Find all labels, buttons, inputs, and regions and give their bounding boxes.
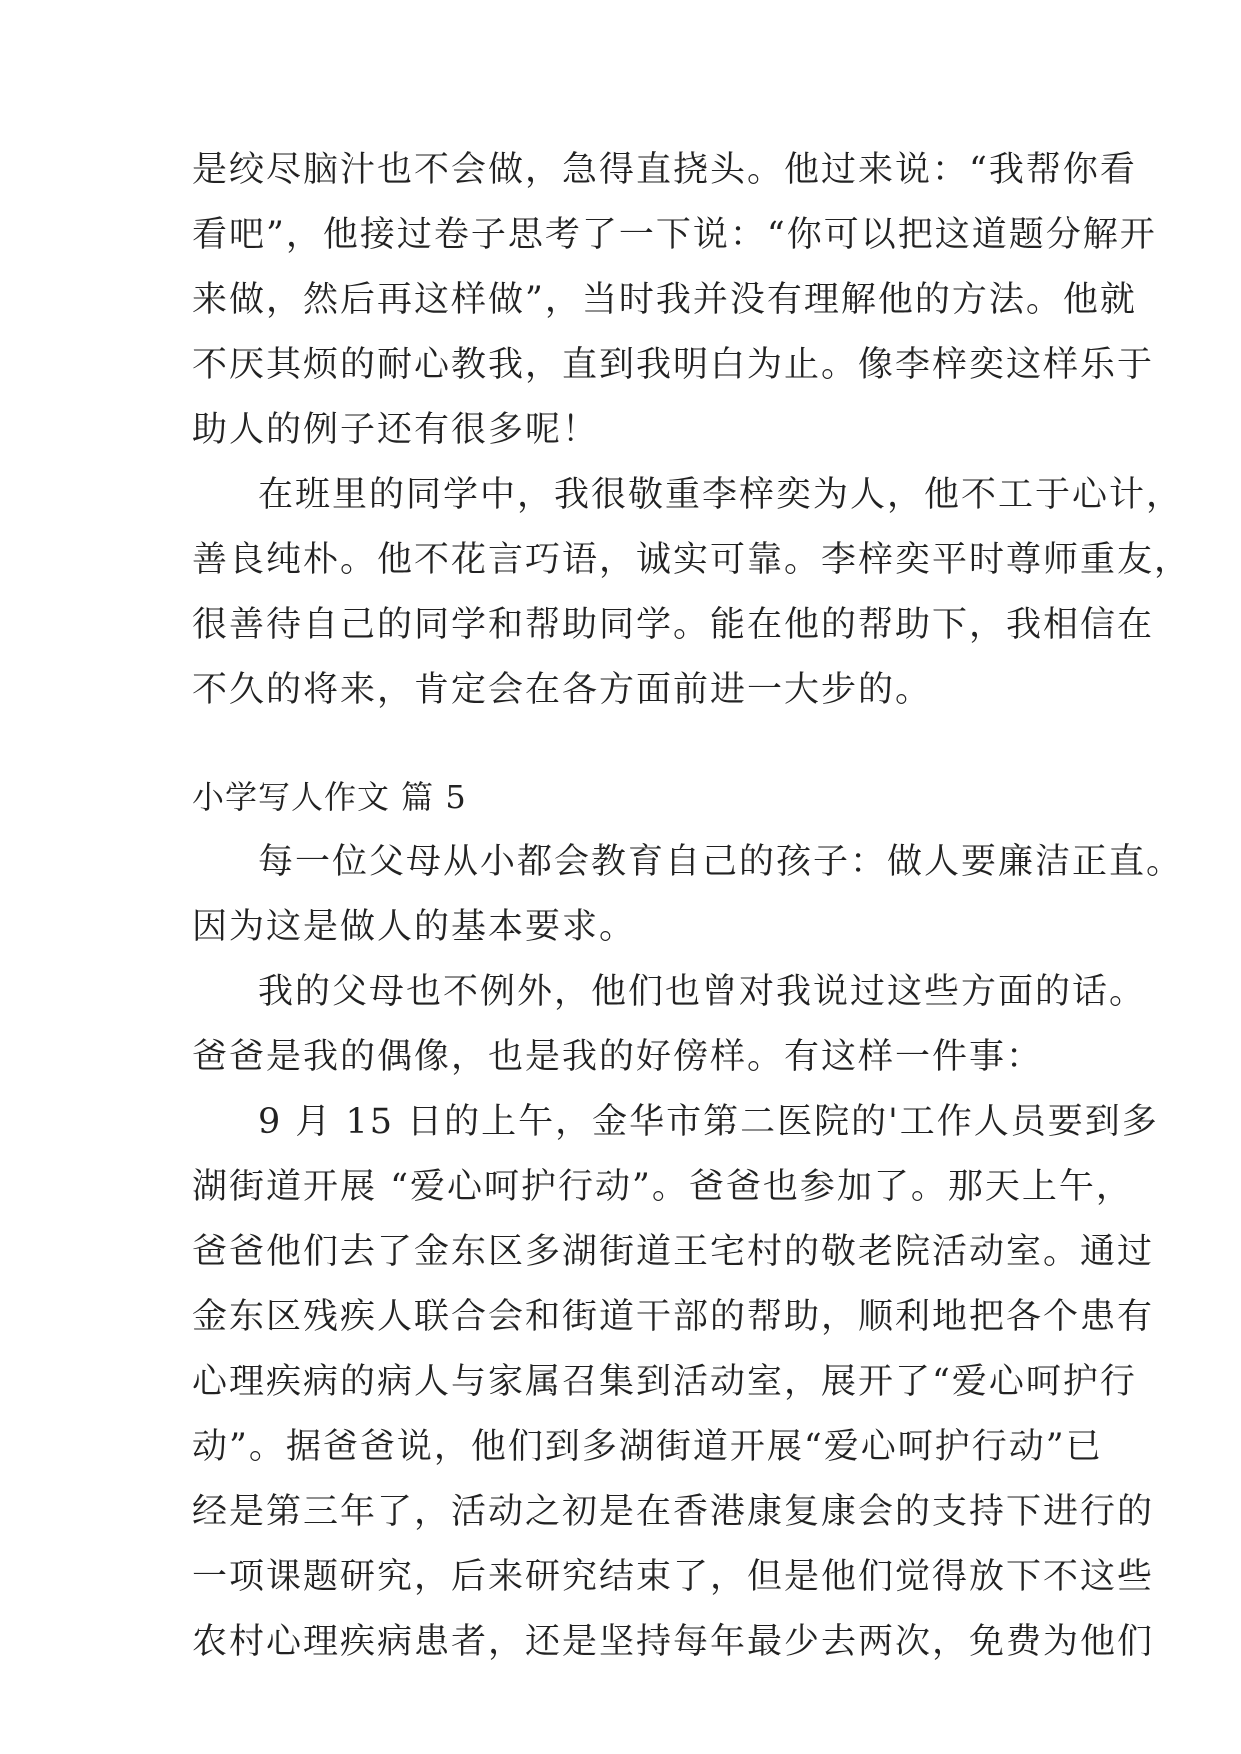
paragraph-line: 农村心理疾病患者，还是坚持每年最少去两次，免费为他们 [192, 1622, 1155, 1662]
paragraph-line: 我的父母也不例外，他们也曾对我说过这些方面的话。 [258, 972, 1147, 1012]
paragraph-line: 很善待自己的同学和帮助同学。能在他的帮助下，我相信在 [192, 605, 1155, 645]
paragraph-line: 一项课题研究，后来研究结束了，但是他们觉得放下不这些 [192, 1557, 1155, 1597]
paragraph-line: 因为这是做人的基本要求。 [192, 907, 637, 947]
paragraph-line: 在班里的同学中，我很敬重李梓奕为人，他不工于心计， [258, 475, 1184, 515]
paragraph-line: 爸爸他们去了金东区多湖街道王宅村的敬老院活动室。通过 [192, 1232, 1155, 1272]
paragraph-line: 每一位父母从小都会教育自己的孩子：做人要廉洁正直。 [258, 842, 1184, 882]
paragraph-line: 金东区残疾人联合会和街道干部的帮助，顺利地把各个患有 [192, 1297, 1155, 1337]
paragraph-line: 是绞尽脑汁也不会做，急得直挠头。他过来说：“我帮你看 [192, 150, 1137, 190]
paragraph-line: 看吧”，他接过卷子思考了一下说：“你可以把这道题分解开 [192, 215, 1157, 255]
paragraph-line: 助人的例子还有很多呢！ [192, 410, 600, 450]
paragraph-line: 不久的将来，肯定会在各方面前进一大步的。 [192, 670, 933, 710]
paragraph-line: 湖街道开展 “爱心呵护行动”。爸爸也参加了。那天上午， [192, 1167, 1133, 1207]
paragraph-line: 善良纯朴。他不花言巧语，诚实可靠。李梓奕平时尊师重友， [192, 540, 1192, 580]
paragraph-line: 经是第三年了，活动之初是在香港康复康会的支持下进行的 [192, 1492, 1155, 1532]
paragraph-line: 心理疾病的病人与家属召集到活动室，展开了“爱心呵护行 [192, 1362, 1137, 1402]
paragraph-line: 9 月 15 日的上午，金华市第二医院的'工作人员要到多 [258, 1102, 1159, 1142]
paragraph-line: 动”。据爸爸说，他们到多湖街道开展“爱心呵护行动”已 [192, 1427, 1103, 1467]
paragraph-line: 不厌其烦的耐心教我，直到我明白为止。像李梓奕这样乐于 [192, 345, 1155, 385]
section-heading: 小学写人作文 篇 5 [192, 778, 467, 816]
paragraph-line: 爸爸是我的偶像，也是我的好傍样。有这样一件事： [192, 1037, 1044, 1077]
paragraph-line: 来做，然后再这样做”，当时我并没有理解他的方法。他就 [192, 280, 1137, 320]
